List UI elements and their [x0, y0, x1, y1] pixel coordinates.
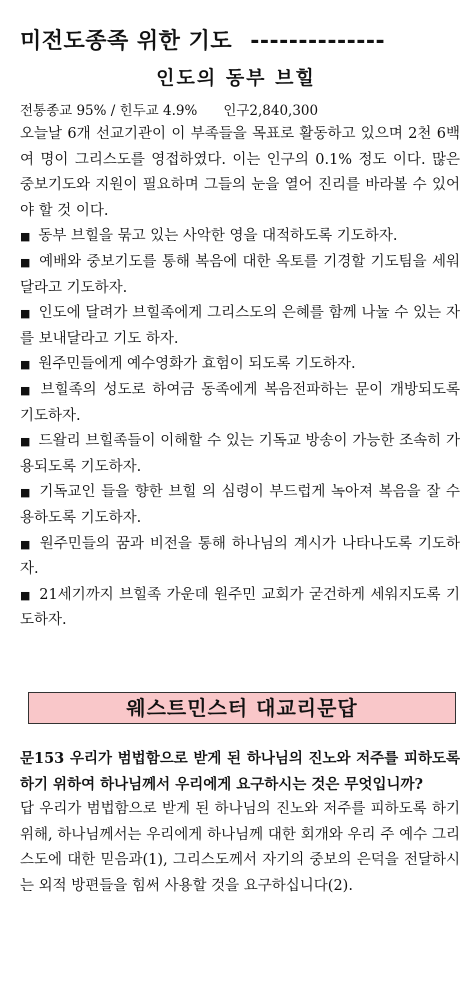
catechism-section [20, 746, 460, 900]
catechism-answer: 답 우리가 범법함으로 받게 된 하나님의 진노와 저주를 피하도록 하기 위해, 하나님께서는 우리에게 하나님께 대한 회개와 우리 주 예수 그리스도에 대한 믿음과(1), 그리스도께서 자기의 중보의 은덕을 전달하시는 외적 방편들을 힘써 사용할 것을 요구하십니다(2). [20, 801, 460, 894]
prayer-item [20, 250, 460, 301]
prayer-text: 원주민들의 꿈과 비전을 통해 하나님의 계시가 나타나도록 기도하자. [20, 535, 460, 578]
prayer-text: 기독교인 들을 향한 브힐 의 심령이 부드럽게 녹아져 복음을 잘 수용하도록 기도하자. [20, 484, 460, 526]
prayer-text: 동부 브힐을 묶고 있는 사악한 영을 대적하도록 기도하자. [38, 228, 398, 245]
stats-line [20, 99, 460, 119]
bullet-square-icon: ■ [20, 307, 31, 321]
prayer-text: 예배와 중보기도를 통해 복음에 대한 옥토를 기경할 기도팀을 세워달라고 기도하자. [20, 253, 460, 296]
prayer-item [20, 378, 460, 429]
prayer-item [20, 480, 460, 531]
catechism-banner: 웨스트민스터 대교리문답 [28, 692, 456, 724]
prayer-list [20, 224, 460, 634]
religion-stats: 전통종교 95% / 힌두교 4.9% [20, 103, 198, 119]
section-subtitle: 인도의 동부 브힐 [156, 67, 316, 89]
prayer-text: 21세기까지 브힐족 가운데 원주민 교회가 굳건하게 세워지도록 기도하자. [20, 586, 460, 629]
intro-paragraph: 오늘날 6개 선교기관이 이 부족들을 목표로 활동하고 있으며 2천 6백 여 명이 그리스도를 영접하였다. 이는 인구의 0.1% 정도 이다. 많은 중보기도와 지원이 필요하며 그들의 눈을 열어 진리를 바라볼 수 있어야 할 것 이다. [20, 126, 460, 219]
catechism-question: 문153 우리가 범법함으로 받게 된 하나님의 진노와 저주를 피하도록 하기 위하여 하나님께서 우리에게 요구하시는 것은 무엇입니까? [20, 750, 460, 793]
bullet-square-icon: ■ [20, 230, 31, 244]
header-dashes: -------------- [250, 29, 386, 54]
prayer-item [20, 224, 460, 250]
prayer-body [20, 122, 460, 634]
prayer-item [20, 429, 460, 480]
bullet-square-icon: ■ [20, 358, 31, 372]
prayer-item [20, 532, 460, 583]
bullet-square-icon: ■ [20, 255, 32, 269]
header-title: 미전도종족 위한 기도 [20, 29, 233, 54]
prayer-text: 드왈리 브힐족들이 이해할 수 있는 기독교 방송이 가능한 조속히 가용되도록 기도하자. [20, 433, 460, 475]
prayer-text: 인도에 달려가 브힐족에게 그리스도의 은혜를 함께 나눌 수 있는 자를 보내달라고 기도 하자. [20, 305, 460, 347]
prayer-item [20, 583, 460, 634]
prayer-text: 브힐족의 성도로 하여금 동족에게 복음전파하는 문이 개방되도록 기도하자. [20, 381, 460, 424]
bullet-square-icon: ■ [20, 435, 31, 449]
page-header [20, 24, 460, 55]
bullet-square-icon: ■ [20, 537, 32, 551]
prayer-item [20, 301, 460, 352]
prayer-item [20, 352, 460, 378]
bullet-square-icon: ■ [20, 486, 32, 500]
bullet-square-icon: ■ [20, 588, 32, 602]
prayer-text: 원주민들에게 예수영화가 효험이 되도록 기도하자. [38, 356, 356, 373]
bullet-square-icon: ■ [20, 383, 33, 397]
population-stats: 인구2,840,300 [223, 103, 319, 119]
